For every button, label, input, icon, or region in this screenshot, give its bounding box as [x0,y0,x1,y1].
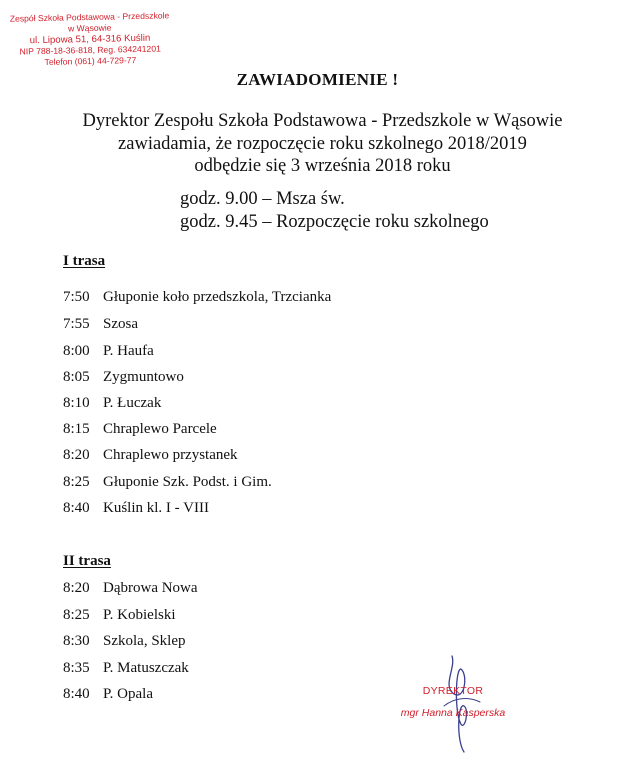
announcement-text [30,110,615,178]
stop-place: P. Matuszczak [103,660,189,676]
stop-time: 8:10 [63,395,90,411]
route-stop [63,395,161,412]
stop-place: P. Opala [103,686,153,702]
announcement-line: zawiadamia, że rozpoczęcie roku szkolnego 2018/2019 [118,133,527,154]
stop-place: Chraplewo Parcele [103,421,217,437]
stop-place: Głuponie koło przedszkola, Trzcianka [103,289,332,305]
stamp-line: NIP 788-18-36-818, Reg. 634241201 [19,43,161,57]
stop-time: 8:30 [63,633,90,649]
school-stamp [9,10,170,68]
route-stop [63,421,217,438]
stop-time: 8:40 [63,500,90,516]
route-stop [63,580,198,597]
event-schedule [180,188,489,233]
stop-time: 8:25 [63,607,90,623]
stop-place: P. Łuczak [103,395,162,411]
stamp-line: w Wąsowie [67,22,112,34]
stop-time: 8:20 [63,580,90,596]
stop-place: P. Haufa [103,343,154,359]
route-stop [63,500,209,517]
stop-place: Głuponie Szk. Podst. i Gim. [103,474,272,490]
route-stop [63,607,176,624]
stop-time: 8:35 [63,660,90,676]
route-stop [63,316,138,333]
route-stop [63,369,184,386]
route-stop [63,660,189,677]
stop-place: Szosa [103,316,138,332]
route-1-title: I trasa [63,253,106,269]
route-stop [63,447,238,464]
page-title: ZAWIADOMIENIE ! [236,70,399,89]
stop-place: P. Kobielski [103,607,176,623]
stop-time: 8:00 [63,343,90,359]
stop-place: Szkola, Sklep [103,633,186,649]
stamp-line: ul. Lipowa 51, 64-316 Kuślin [29,32,151,47]
stop-place: Zygmuntowo [103,369,184,385]
director-stamp [386,685,520,719]
stop-time: 7:50 [63,289,90,305]
stop-time: 8:05 [63,369,90,385]
event-time-line: godz. 9.45 – Rozpoczęcie roku szkolnego [180,211,489,232]
stop-place: Kuślin kl. I - VIII [103,500,209,516]
stop-place: Dąbrowa Nowa [103,580,198,596]
stop-time: 8:15 [63,421,90,437]
announcement-line: odbędzie się 3 września 2018 roku [194,156,451,176]
route-2-title: II trasa [63,553,111,569]
event-time-line: godz. 9.00 – Msza św. [180,189,345,209]
stop-time: 7:55 [63,316,90,332]
stop-time: 8:25 [63,474,90,490]
route-stop [63,289,331,306]
route-stop [63,343,154,360]
stop-time: 8:20 [63,447,90,463]
stop-time: 8:40 [63,686,90,702]
director-role: DYREKTOR [422,685,484,697]
route-stop [63,474,272,491]
stamp-line: Zespół Szkoła Podstawowa - Przedszkole [9,10,170,24]
route-stop [63,686,153,703]
stamp-line: Telefon (061) 44-729-77 [44,55,137,67]
stop-place: Chraplewo przystanek [103,447,238,463]
route-stop [63,633,186,650]
director-name: mgr Hanna Kasperska [400,707,506,719]
announcement-line: Dyrektor Zespołu Szkoła Podstawowa - Przedszkole w Wąsowie [82,111,563,131]
